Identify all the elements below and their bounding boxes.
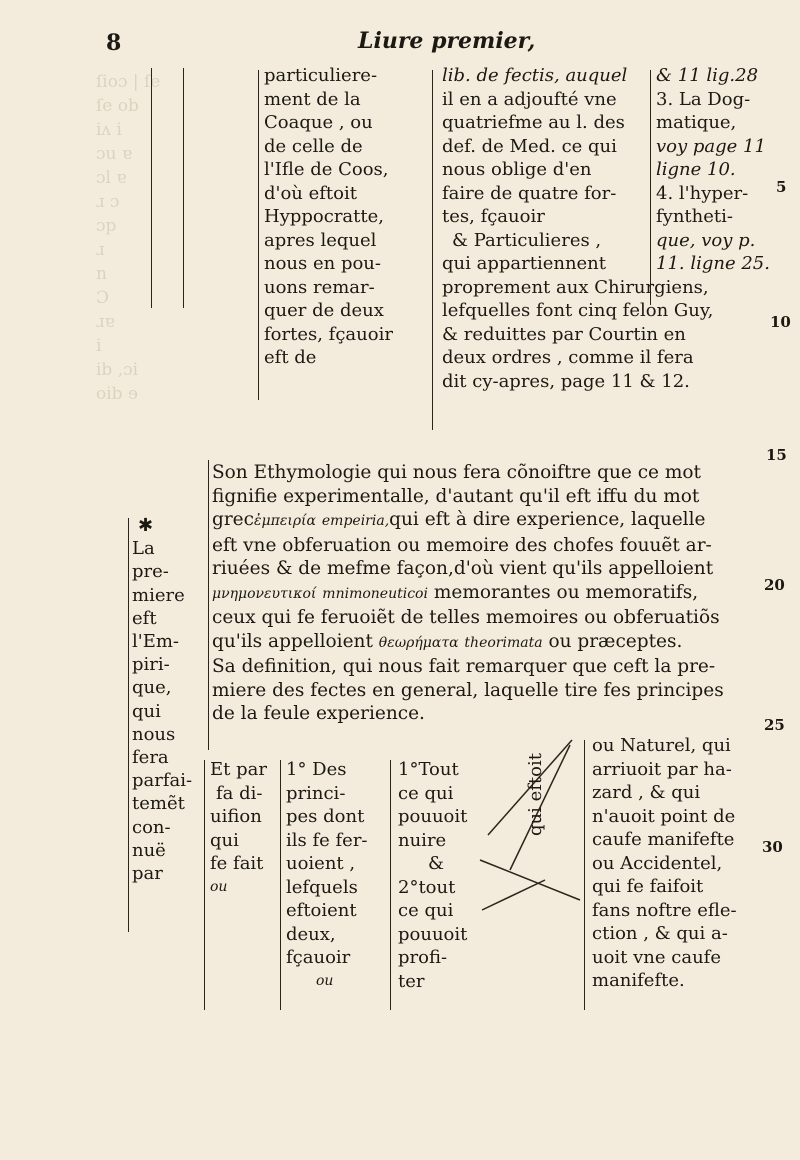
text-line: que, — [132, 677, 172, 699]
text-line: Sa definition, qui nous fait remarquer que ceft la pre- — [212, 656, 716, 677]
text-line: pouuoit — [398, 923, 468, 945]
greek-word: θεωρήματα — [378, 634, 459, 651]
text-line: fignifie experimentalle, d'autant qu'il eft iffu du mot — [212, 485, 700, 507]
text-span: grec — [212, 509, 254, 530]
text-line: pre- — [132, 561, 169, 583]
text-line: piri- — [132, 654, 170, 676]
text-line: pouuoit — [398, 806, 468, 827]
text-line: La — [132, 538, 155, 560]
text-line: ligne 10. — [656, 159, 736, 180]
text-line: l'Ifle de Coos, — [264, 159, 389, 180]
text-line: qui fe faifoit — [592, 876, 704, 897]
text-line: miere — [132, 584, 185, 606]
greek-word: ἐμπειρία — [254, 513, 316, 529]
text-line: il en a adjoufté vne — [442, 88, 617, 110]
text-line: nuë — [132, 839, 166, 861]
text-line: qui — [210, 829, 239, 851]
line-number: 25 — [764, 716, 785, 734]
text-line: fera — [132, 747, 169, 769]
transliteration: mnimoneuticoi — [322, 585, 428, 602]
text-line: & reduittes par Courtin en — [442, 323, 686, 345]
text-span: memorantes ou memoratifs, — [433, 581, 699, 603]
text-line: eftoient — [286, 900, 357, 921]
text-line: 4. l'hyper- — [656, 182, 749, 204]
text-line: riuées & de mefme façon,d'où vient qu'ils appelloient — [212, 558, 714, 579]
text-line: nous — [132, 723, 176, 745]
text-line: fans noftre efle- — [592, 899, 737, 921]
text-line: ou Accidentel, — [592, 852, 723, 874]
text-line: ce qui — [398, 782, 454, 804]
text-line: ceux qui fe feruoiẽt de telles memoires ou obferuatiõs — [212, 607, 720, 628]
line-number: 15 — [766, 446, 787, 464]
text-line: lefquelles font cinq felon Guy, — [442, 300, 714, 321]
text-line: de la feule experience. — [212, 703, 425, 724]
bleed-through-text: ſioɔ | ſe ſe ob iʌ i ɔu ɐ ɔl ɐ ɹ ɔ ɔp ɹ n Ɔ ɹɐ i ib ,ɔi oib ɘ — [96, 72, 161, 404]
text-line: Son Ethymologie qui nous fera cõnoiftre que ce mot — [212, 462, 701, 483]
text-line: quer de deux — [264, 300, 384, 321]
text-line: ou Naturel, qui — [592, 735, 731, 756]
text-line: zard , & qui — [592, 782, 701, 803]
text-line: Hyppocratte, — [264, 206, 385, 227]
line-number: 10 — [770, 313, 791, 331]
text-line: eft de — [264, 347, 317, 368]
text-line: dit cy-apres, page 11 & 12. — [442, 370, 690, 392]
text-line: faire de quatre for- — [442, 182, 617, 204]
text-line: d'où eftoit — [264, 182, 357, 204]
greek-word: μνημονευτικοί — [212, 585, 317, 602]
text-line: deux ordres , comme il fera — [442, 347, 694, 368]
text-line: con- — [132, 816, 171, 838]
text-line: fe fait — [210, 853, 264, 874]
text-line: nous en pou- — [264, 253, 381, 274]
text-line: matique, — [656, 112, 737, 133]
text-line: 3. La Dog- — [656, 88, 751, 110]
text-line: uoient , — [286, 853, 356, 874]
text-line: princi- — [286, 782, 346, 804]
text-line: manifefte. — [592, 970, 685, 991]
text-line: & — [428, 853, 445, 874]
running-title: Liure premier, — [358, 28, 536, 54]
text-line: deux, — [286, 923, 336, 945]
text-line: fçauoir — [286, 947, 351, 968]
text-span: ou præceptes. — [548, 630, 683, 652]
text-line: uons remar- — [264, 276, 375, 298]
text-span: qu'ils appelloient — [212, 630, 373, 652]
text-line: n'auoit point de — [592, 805, 736, 827]
text-line: def. de Med. ce qui — [442, 135, 617, 157]
text-line: l'Em- — [132, 631, 179, 653]
text-line: 11. ligne 25. — [656, 253, 770, 274]
text-line: lib. de fectis, auquel — [442, 65, 628, 86]
text-span: qui eft à dire experience, laquelle — [389, 509, 706, 530]
text-line: eft — [132, 607, 157, 629]
text-line: 1° Des — [286, 759, 347, 780]
transliteration: theorimata — [464, 634, 543, 651]
vertical-label: qui eftoit — [525, 753, 546, 836]
text-line: lefquels — [286, 876, 358, 898]
text-line: nuire — [398, 829, 447, 851]
page-number: 8 — [106, 30, 122, 56]
tree-column-d — [592, 734, 737, 993]
text-line: ment de la — [264, 88, 361, 110]
text-line: quatriefme au l. des — [442, 112, 625, 133]
text-line: Et par — [210, 759, 267, 780]
text-line: ou — [210, 878, 228, 895]
text-line: arriuoit par ha- — [592, 758, 732, 780]
line-number: 20 — [764, 576, 785, 594]
text-line: miere des fectes en general, laquelle tire fes principes — [212, 679, 724, 701]
text-line: ou — [316, 972, 334, 989]
text-line: nous oblige d'en — [442, 159, 592, 180]
text-line: ils fe fer- — [286, 829, 368, 851]
text-line: & 11 lig.28 — [656, 65, 759, 86]
text-line: ction , & qui a- — [592, 923, 728, 944]
text-line: qui appartiennent — [442, 253, 607, 274]
text-line: ce qui — [398, 900, 454, 921]
text-line: temẽt — [132, 793, 185, 815]
text-line: 1°Tout — [398, 759, 459, 780]
text-line: fortes, fçauoir — [264, 323, 393, 345]
text-line: que, voy p. — [656, 229, 756, 251]
text-line: apres lequel — [264, 229, 377, 251]
text-line: qui — [132, 700, 161, 722]
text-line: eft vne obferuation ou memoire des chofes fouuẽt ar- — [212, 534, 712, 556]
text-line: voy page 11 — [656, 135, 766, 157]
text-line: caufe manifefte — [592, 829, 735, 850]
text-line: de celle de — [264, 135, 363, 157]
text-line: parfai- — [132, 770, 193, 792]
text-line: 2°tout — [398, 876, 456, 898]
text-line: ter — [398, 970, 425, 992]
text-line: tes, fçauoir — [442, 206, 545, 227]
text-line: profi- — [398, 947, 448, 968]
text-line: particuliere- — [264, 65, 378, 86]
text-line: & Particulieres , — [452, 229, 602, 251]
text-line: fa di- — [216, 782, 263, 804]
text-line: Coaque , ou — [264, 112, 373, 133]
transliteration: empeiria, — [321, 513, 390, 529]
asterisk-icon: ✱ — [138, 515, 154, 536]
text-line: pes dont — [286, 806, 365, 827]
text-line: fyntheti- — [656, 206, 733, 227]
line-number: 30 — [762, 838, 783, 856]
text-line: uifion — [210, 806, 262, 827]
text-line: uoit vne caufe — [592, 946, 721, 968]
line-number: 5 — [776, 178, 787, 196]
text-line: par — [132, 863, 163, 885]
text-line: proprement aux Chirurgiens, — [442, 276, 709, 298]
